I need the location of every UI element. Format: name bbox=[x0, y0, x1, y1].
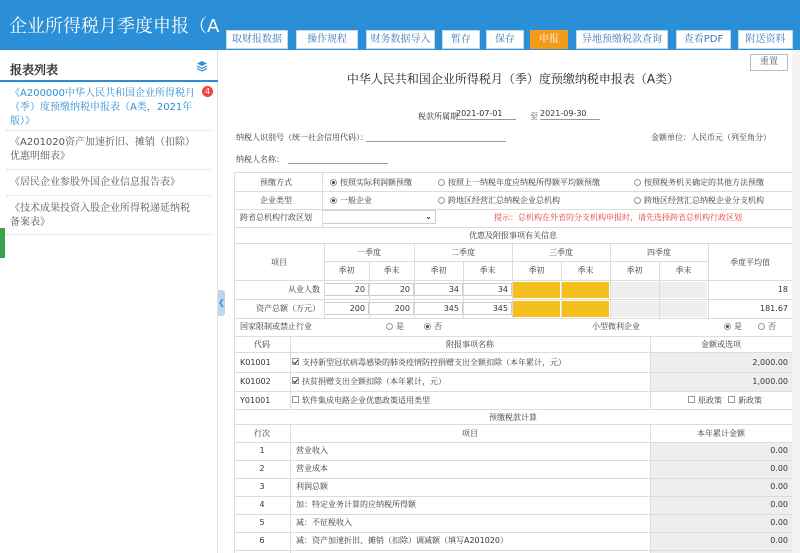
collapse-sidebar-handle[interactable]: ❮ bbox=[218, 290, 225, 316]
layers-icon[interactable] bbox=[196, 60, 208, 72]
form-title: 中华人民共和国企业所得税月（季）度预缴纳税申报表（A类） bbox=[346, 72, 680, 86]
prepay-option-label: 按照税务机关确定的其他方法预缴 bbox=[644, 178, 764, 187]
y01001-checkbox[interactable] bbox=[292, 396, 299, 403]
ytd-amount-header: 本年累计金额 bbox=[697, 429, 745, 438]
sidebar-item-tech-investment-filing[interactable]: 《技术成果投资入股企业所得税递延纳税备案表》 bbox=[10, 203, 190, 228]
side-green-tab[interactable] bbox=[0, 228, 5, 258]
import-financial-data-button[interactable]: 财务数据导入 bbox=[366, 30, 435, 49]
currency-unit-label: 金额单位：人民币元（列至角分） bbox=[651, 133, 771, 142]
project-header: 项目 bbox=[462, 429, 478, 438]
district-select[interactable] bbox=[322, 210, 436, 224]
sidebar-separator bbox=[6, 169, 212, 170]
restricted-yes-label: 是 bbox=[396, 322, 404, 331]
q1-start-header: 季初 bbox=[338, 266, 355, 275]
restricted-yes-radio[interactable] bbox=[386, 323, 393, 330]
district-label: 跨省总机构行政区划 bbox=[240, 213, 312, 222]
prepay-actual-profit-radio[interactable] bbox=[330, 179, 337, 186]
calc-line-no: 5 bbox=[259, 518, 265, 527]
calc-amount: 0.00 bbox=[770, 446, 788, 455]
declare-button[interactable]: 申报 bbox=[530, 30, 568, 49]
reset-button[interactable]: 重置 bbox=[750, 54, 788, 71]
attachment-name: 支持新型冠状病毒感染的肺炎疫情防控捐赠支出全额扣除（本年累计，元） bbox=[302, 358, 566, 367]
total-assets-avg: 181.67 bbox=[760, 304, 788, 313]
q3-start-header: 季初 bbox=[528, 266, 545, 275]
calc-label: 减：资产加速折旧、摊销（扣除）调减额（填写A201020） bbox=[296, 536, 509, 545]
sidebar-separator bbox=[6, 234, 212, 235]
sidebar-item-foreign-info-report[interactable]: 《居民企业参股外国企业信息报告表》 bbox=[10, 177, 180, 188]
calc-line-no: 1 bbox=[259, 446, 265, 455]
small-profit-no-label: 否 bbox=[768, 322, 776, 331]
k01001-checkbox[interactable] bbox=[292, 358, 299, 365]
new-policy-label: 新政策 bbox=[738, 396, 762, 405]
item-header: 项目 bbox=[271, 258, 287, 267]
q1-start-employees-input[interactable]: 20 bbox=[324, 283, 369, 296]
q2-start-assets-input[interactable]: 345 bbox=[414, 302, 463, 315]
calc-label: 加：特定业务计算的应纳税所得额 bbox=[296, 500, 416, 509]
small-profit-yes-label: 是 bbox=[734, 322, 742, 331]
q4-start-header: 季初 bbox=[626, 266, 643, 275]
save-button[interactable]: 保存 bbox=[486, 30, 524, 49]
amount-option-header: 金额或选项 bbox=[701, 340, 741, 349]
prepay-option-label: 按照实际利润额预缴 bbox=[340, 178, 412, 187]
q1-end-assets-input[interactable]: 200 bbox=[369, 302, 414, 315]
quarter-4-header: 四季度 bbox=[647, 248, 671, 257]
calc-label: 营业收入 bbox=[296, 446, 328, 455]
q2-end-assets-input[interactable]: 345 bbox=[463, 302, 512, 315]
prepay-method-label: 预缴方式 bbox=[260, 178, 292, 187]
operation-guide-button[interactable]: 操作规程 bbox=[296, 30, 358, 49]
attachment-name: 软件集成电路企业优惠政策适用类型 bbox=[302, 396, 430, 405]
enterprise-option-label: 跨地区经营汇总纳税企业总机构 bbox=[448, 196, 560, 205]
general-enterprise-radio[interactable] bbox=[330, 197, 337, 204]
calc-label: 利润总额 bbox=[296, 482, 328, 491]
old-policy-checkbox[interactable] bbox=[688, 396, 695, 403]
chevron-down-icon: ⌄ bbox=[425, 212, 432, 221]
enterprise-option-label: 一般企业 bbox=[340, 196, 372, 205]
q3-start-employees-input[interactable] bbox=[513, 282, 560, 298]
enterprise-type-label: 企业类型 bbox=[260, 196, 292, 205]
attachment-code: Y01001 bbox=[240, 396, 271, 405]
vertical-scrollbar[interactable] bbox=[792, 50, 800, 553]
period-start-field: 2021-07-01 bbox=[456, 109, 516, 120]
q2-end-header: 季末 bbox=[479, 266, 496, 275]
q3-end-assets-input[interactable] bbox=[562, 301, 609, 317]
quarter-3-header: 三季度 bbox=[549, 248, 573, 257]
q1-start-assets-input[interactable]: 200 bbox=[324, 302, 369, 315]
attachment-name: 扶贫捐赠支出全额扣除（本年累计，元） bbox=[302, 377, 446, 386]
form-area bbox=[226, 50, 800, 553]
quarter-avg-header: 季度平均值 bbox=[730, 258, 770, 267]
q3-end-employees-input[interactable] bbox=[562, 282, 609, 298]
k01001-amount: 2,000.00 bbox=[752, 358, 788, 367]
period-end-field: 2021-09-30 bbox=[540, 109, 600, 120]
taxpayer-id-field bbox=[366, 131, 506, 142]
q4-end-header: 季末 bbox=[675, 266, 692, 275]
sidebar-item-a201020[interactable]: 《A201020资产加速折旧、摊销（扣除）优惠明细表》 bbox=[10, 137, 196, 162]
calc-line-no: 6 bbox=[259, 536, 265, 545]
line-no-header: 行次 bbox=[254, 429, 270, 438]
code-header: 代码 bbox=[254, 340, 270, 349]
taxpayer-name-field bbox=[288, 153, 388, 164]
calc-amount: 0.00 bbox=[770, 536, 788, 545]
q2-end-employees-input[interactable]: 34 bbox=[463, 283, 512, 296]
total-assets-label: 资产总额（万元） bbox=[256, 304, 320, 313]
sidebar-separator bbox=[6, 130, 212, 131]
view-pdf-button[interactable]: 查看PDF bbox=[676, 30, 731, 49]
q3-end-header: 季末 bbox=[577, 266, 594, 275]
app-title: 企业所得税月季度申报（A bbox=[9, 16, 220, 37]
sidebar-heading: 报表列表 bbox=[10, 63, 59, 77]
calc-line-no: 3 bbox=[259, 482, 265, 491]
q3-start-assets-input[interactable] bbox=[513, 301, 560, 317]
prepay-other-method-radio[interactable] bbox=[634, 179, 641, 186]
small-profit-yes-radio[interactable] bbox=[724, 323, 731, 330]
prepay-option-label: 按照上一纳税年度应纳税所得额平均额预缴 bbox=[448, 178, 600, 187]
consolidated-head-office-radio[interactable] bbox=[438, 197, 445, 204]
taxpayer-id-label: 纳税人识别号（统一社会信用代码）： bbox=[236, 133, 368, 142]
k01002-checkbox[interactable] bbox=[292, 377, 299, 384]
notification-badge: 4 bbox=[202, 86, 213, 97]
section-preferential-title: 优惠及附报事项有关信息 bbox=[469, 231, 557, 240]
consolidated-branch-radio[interactable] bbox=[634, 197, 641, 204]
remote-prepaid-tax-query-button[interactable]: 异地预缴税款查询 bbox=[576, 30, 668, 49]
q2-start-employees-input[interactable]: 34 bbox=[414, 283, 463, 296]
small-profit-no-radio[interactable] bbox=[758, 323, 765, 330]
temp-save-button[interactable]: 暂存 bbox=[442, 30, 480, 49]
employees-label: 从业人数 bbox=[288, 285, 320, 294]
calc-label: 营业成本 bbox=[296, 464, 328, 473]
sidebar-divider bbox=[0, 80, 218, 82]
enterprise-option-label: 跨地区经营汇总纳税企业分支机构 bbox=[644, 196, 764, 205]
quarter-1-header: 一季度 bbox=[357, 248, 381, 257]
sidebar bbox=[0, 50, 218, 553]
attachment-code: K01001 bbox=[240, 358, 271, 367]
q1-end-employees-input[interactable]: 20 bbox=[369, 283, 414, 296]
restricted-no-radio[interactable] bbox=[424, 323, 431, 330]
calc-line-no: 2 bbox=[259, 464, 265, 473]
attach-documents-button[interactable]: 附送资料 bbox=[738, 30, 793, 49]
k01002-amount: 1,000.00 bbox=[752, 377, 788, 386]
q2-start-header: 季初 bbox=[430, 266, 447, 275]
calc-line-no: 4 bbox=[259, 500, 265, 509]
calc-amount: 0.00 bbox=[770, 518, 788, 527]
small-profit-label: 小型微利企业 bbox=[592, 322, 640, 331]
q1-end-header: 季末 bbox=[383, 266, 400, 275]
employees-avg: 18 bbox=[777, 285, 788, 294]
sidebar-item-a200000[interactable]: 《A200000中华人民共和国企业所得税月（季）度预缴纳税申报表（A类，2021年版）》 bbox=[10, 88, 196, 127]
tax-period-label: 税款所属期 bbox=[418, 112, 458, 121]
calc-label: 减：不征税收入 bbox=[296, 518, 352, 527]
prepay-last-year-avg-radio[interactable] bbox=[438, 179, 445, 186]
calc-amount: 0.00 bbox=[770, 464, 788, 473]
calc-amount: 0.00 bbox=[770, 482, 788, 491]
attachment-code: K01002 bbox=[240, 377, 271, 386]
fetch-financial-data-button[interactable]: 取财报数据 bbox=[226, 30, 288, 49]
calc-amount: 0.00 bbox=[770, 500, 788, 509]
attachment-name-header: 附报事项名称 bbox=[446, 340, 494, 349]
old-policy-label: 原政策 bbox=[698, 396, 722, 405]
section-prepaid-title: 预缴税款计算 bbox=[489, 413, 537, 422]
period-to-label: 至 bbox=[530, 112, 538, 121]
sidebar-separator bbox=[6, 195, 212, 196]
new-policy-checkbox[interactable] bbox=[728, 396, 735, 403]
district-hint: 提示：总机构在外省的分支机构申报时，请先选择跨省总机构行政区划 bbox=[494, 213, 742, 222]
quarter-2-header: 二季度 bbox=[451, 248, 475, 257]
restricted-industry-label: 国家限制或禁止行业 bbox=[240, 322, 312, 331]
restricted-no-label: 否 bbox=[434, 322, 442, 331]
taxpayer-name-label: 纳税人名称： bbox=[236, 155, 284, 164]
